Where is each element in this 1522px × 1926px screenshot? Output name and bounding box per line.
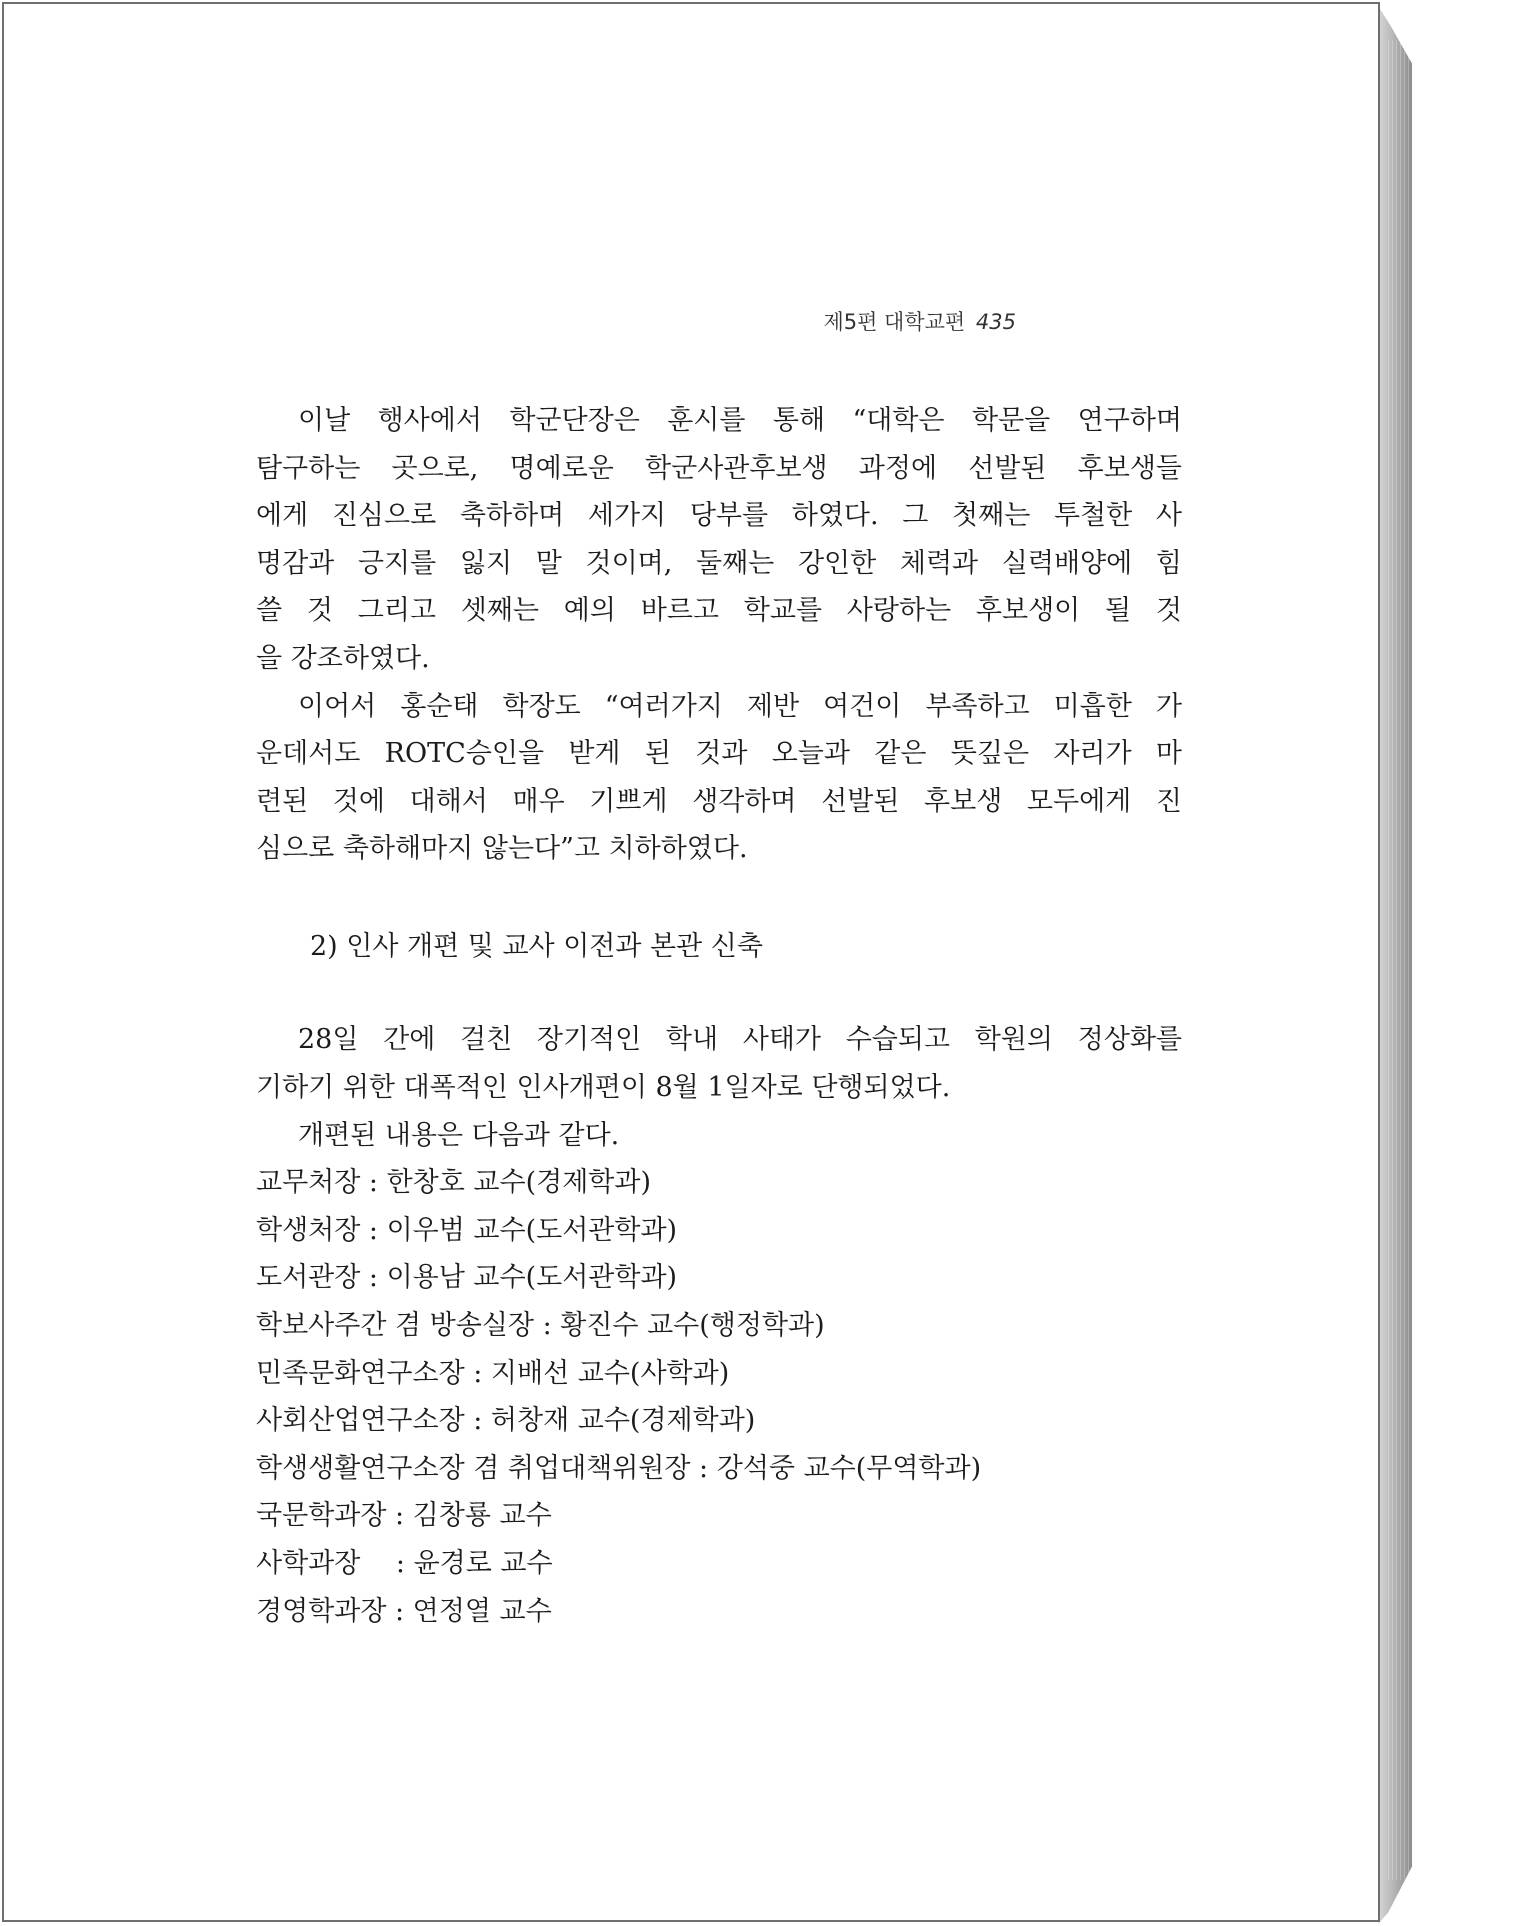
appointment-item: 사학과장 : 윤경로 교수 (256, 1548, 553, 1579)
book-page (2, 2, 1380, 1922)
running-header (823, 306, 1016, 336)
appointment-item: 학생처장 : 이우범 교수(도서관학과) (256, 1215, 678, 1246)
paragraph-line: 쓸 것 그리고 셋째는 예의 바르고 학교를 사랑하는 후보생이 될 것 (256, 596, 1182, 626)
paragraph-line: 개편된 내용은 다음과 같다. (298, 1121, 620, 1151)
paragraph-line: 탐구하는 곳으로, 명예로운 학군사관후보생 과정에 선발된 후보생들 (256, 454, 1182, 484)
paragraph-line: 28일 간에 걸친 장기적인 학내 사태가 수습되고 학원의 정상화를 (298, 1025, 1182, 1055)
appointment-item: 학생생활연구소장 겸 취업대책위원장 : 강석중 교수(무역학과) (256, 1453, 982, 1484)
paragraph-line: 이날 행사에서 학군단장은 훈시를 통해 “대학은 학문을 연구하며 (298, 406, 1182, 436)
paragraph-line: 련된 것에 대해서 매우 기쁘게 생각하며 선발된 후보생 모두에게 진 (256, 787, 1182, 817)
appointment-item: 사회산업연구소장 : 허창재 교수(경제학과) (256, 1405, 756, 1436)
appointment-item: 학보사주간 겸 방송실장 : 황진수 교수(행정학과) (256, 1310, 825, 1341)
paragraph-line: 기하기 위한 대폭적인 인사개편이 8월 1일자로 단행되었다. (256, 1073, 951, 1103)
paragraph-line: 에게 진심으로 축하하며 세가지 당부를 하였다. 그 첫째는 투철한 사 (256, 501, 1182, 531)
appointment-item: 도서관장 : 이용남 교수(도서관학과) (256, 1262, 678, 1293)
appointment-item: 국문학과장 : 김창룡 교수 (256, 1500, 552, 1531)
paragraph-line: 심으로 축하해마지 않는다”고 치하하였다. (256, 834, 748, 864)
paragraph-line: 을 강조하였다. (256, 644, 430, 674)
appointment-item: 교무처장 : 한창호 교수(경제학과) (256, 1167, 651, 1198)
appointment-item: 경영학과장 : 연정열 교수 (256, 1596, 552, 1627)
paragraph-line: 이어서 홍순태 학장도 “여러가지 제반 여건이 부족하고 미흡한 가 (298, 692, 1182, 722)
paragraph-line: 명감과 긍지를 잃지 말 것이며, 둘째는 강인한 체력과 실력배양에 힘 (256, 549, 1182, 579)
appointment-item: 민족문화연구소장 : 지배선 교수(사학과) (256, 1358, 730, 1389)
paragraph-line: 운데서도 ROTC승인을 받게 된 것과 오늘과 같은 뜻깊은 자리가 마 (256, 739, 1182, 769)
page-stack-lines (1388, 40, 1412, 1880)
page-number: 435 (975, 310, 1016, 334)
section-heading: 2) 인사 개편 및 교사 이전과 본관 신축 (310, 931, 763, 962)
section-title: 제5편 대학교편 (823, 310, 966, 334)
